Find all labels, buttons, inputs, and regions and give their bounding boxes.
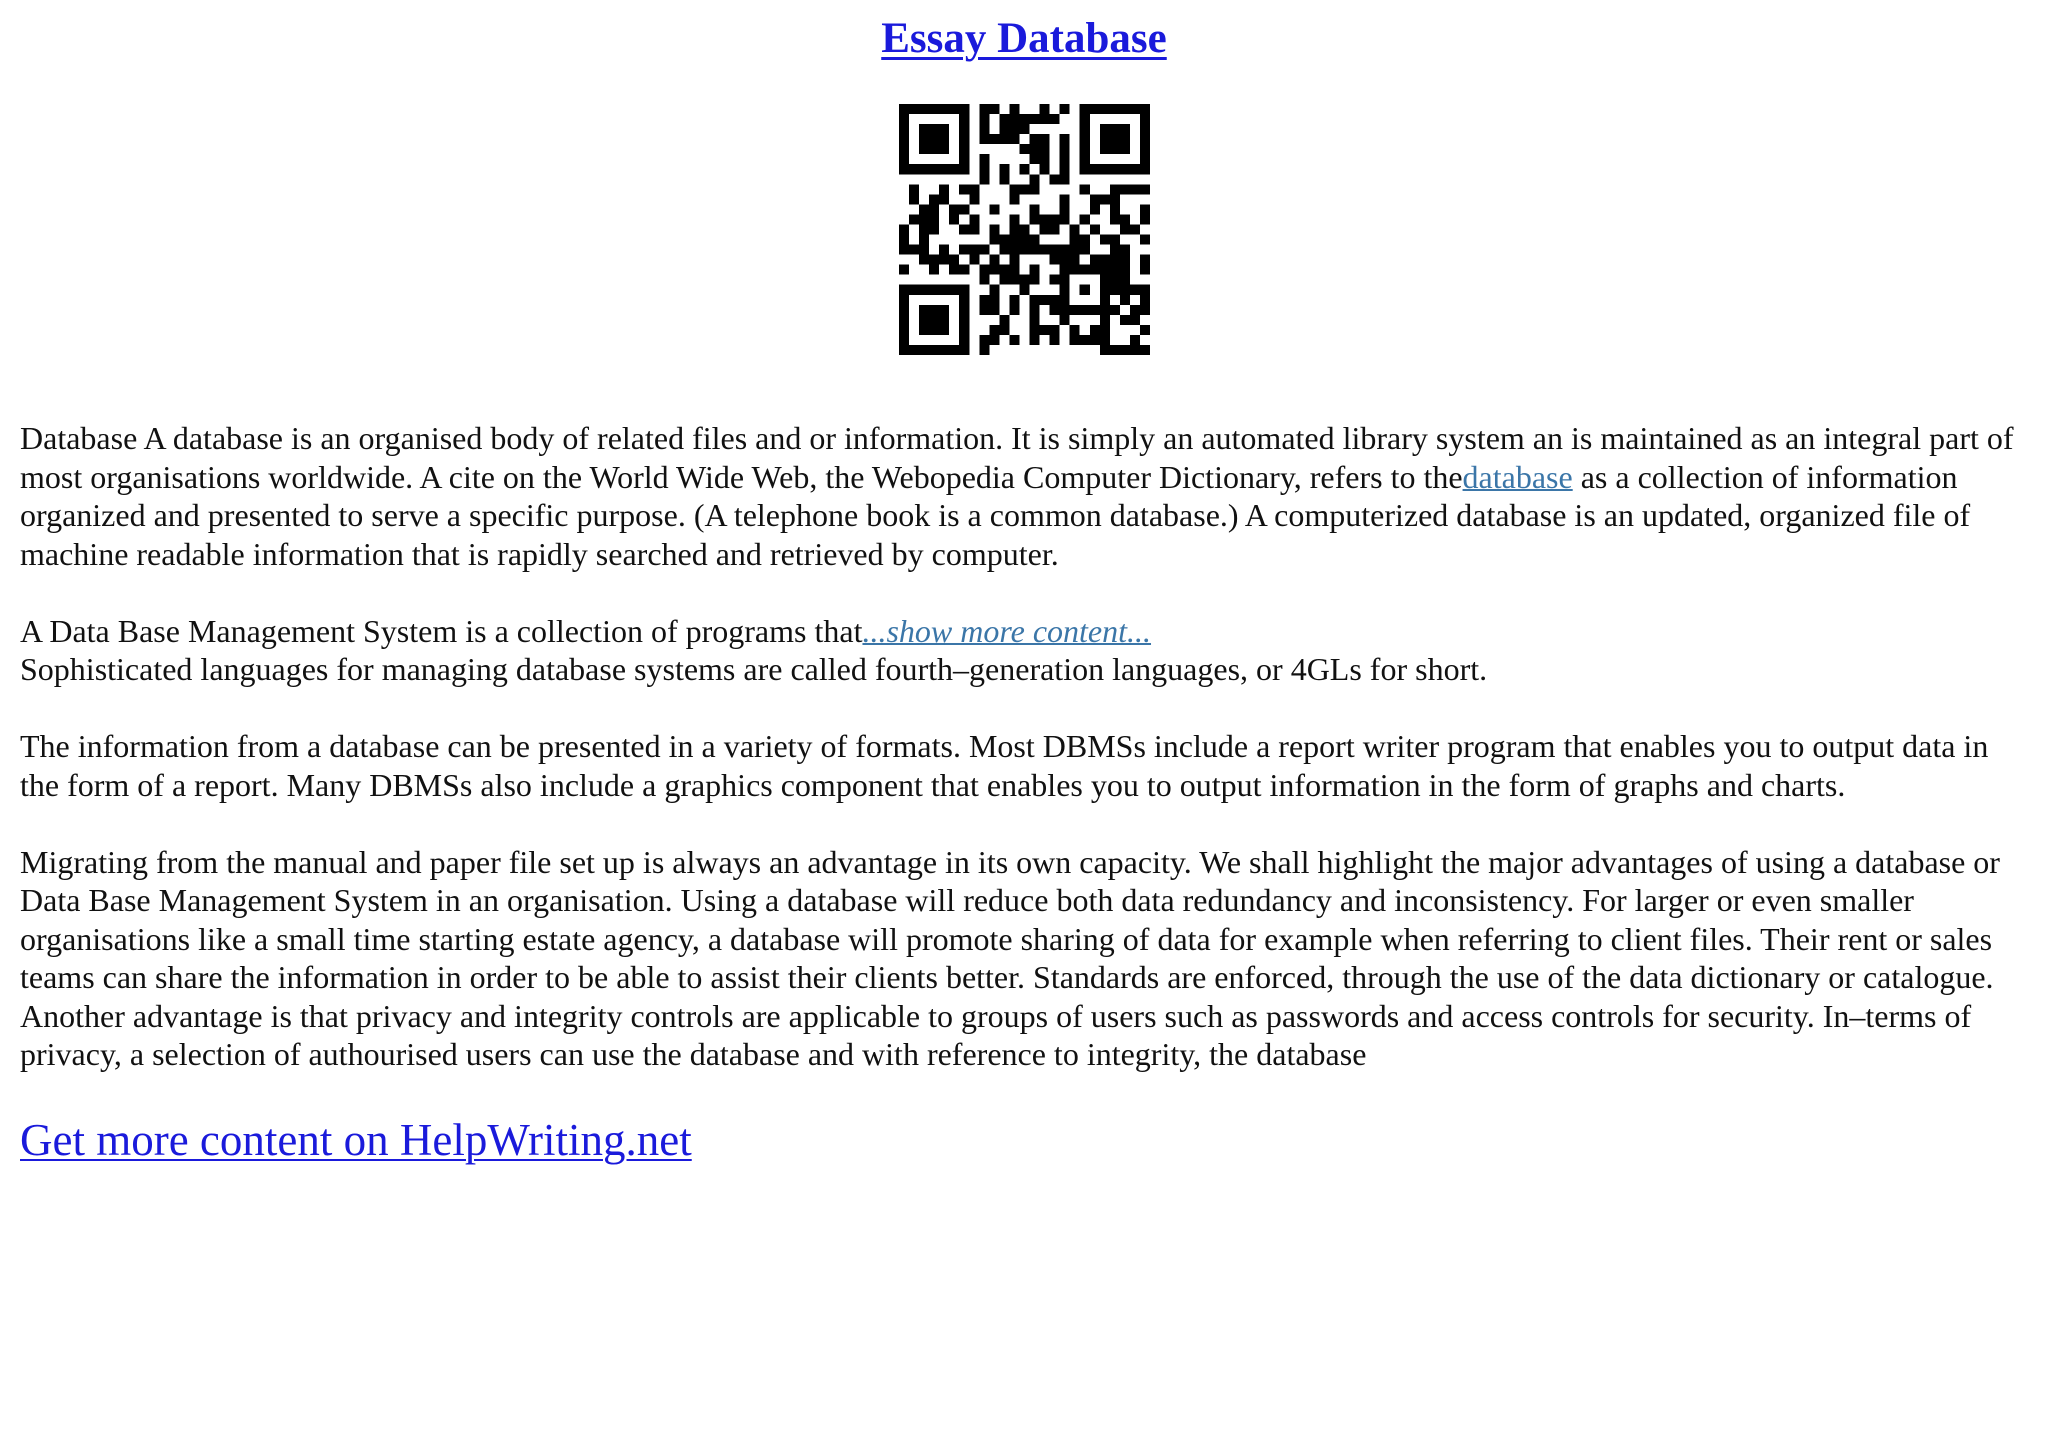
page-title-link[interactable]: Essay Database <box>881 15 1167 62</box>
qr-code-modules <box>899 104 1150 355</box>
get-more-content-link[interactable]: Get more content on HelpWriting.net <box>20 1115 692 1165</box>
paragraph-1 <box>20 419 2035 573</box>
paragraph-4: Migrating from the manual and paper file set up is always an advantage in its own capacity. We shall highlight the major advantages of using a database or Data Base Management System in an organisation. Using a database will reduce both data redundancy and inconsistency. For larger or even smaller organisations like a small time starting estate agency, a database will promote sharing of data for example when referring to client files. Their rent or sales teams can share the information in order to be able to assist their clients better. Standards are enforced, through the use of the data dictionary or catalogue. Another advantage is that privacy and integrity controls are applicable to groups of users such as passwords and access controls for security. In–terms of privacy, a selection of authourised users can use the database and with reference to integrity, the database <box>20 843 2000 1072</box>
database-link[interactable]: database <box>1462 458 1573 495</box>
show-more-content-link[interactable]: ...show more content... <box>862 612 1152 649</box>
paragraph-2-text-continued: Sophisticated languages for managing database systems are called fourth–generation languages, or 4GLs for short. <box>20 651 1488 687</box>
paragraph-3: The information from a database can be presented in a variety of formats. Most DBMSs include a report writer program that enables you to output data in the form of a report. Many DBMSs also include a graphics component that enables you to output information in the form of graphs and charts. <box>20 728 1989 803</box>
paragraph-2-text: A Data Base Management System is a collection of programs that <box>20 612 863 649</box>
qr-code-icon <box>899 104 1150 355</box>
paragraph-1-text-continued: as a collection of information organized and presented to serve a specific purpose. (A telephone book is a common database.) A computerized database is an updated, organized file of machine readable information that is rapidly searched and retrieved by computer. <box>20 458 1971 572</box>
paragraph-2 <box>20 612 2035 689</box>
title-container <box>0 14 2048 63</box>
essay-body <box>20 419 2035 1112</box>
paragraph-1-text: Database A database is an organised body of related files and or information. It is simply an automated library system an is maintained as an integral part of most organisations worldwide. A cite on the World Wide Web, the Webopedia Computer Dictionary, refers to the <box>20 420 2014 495</box>
